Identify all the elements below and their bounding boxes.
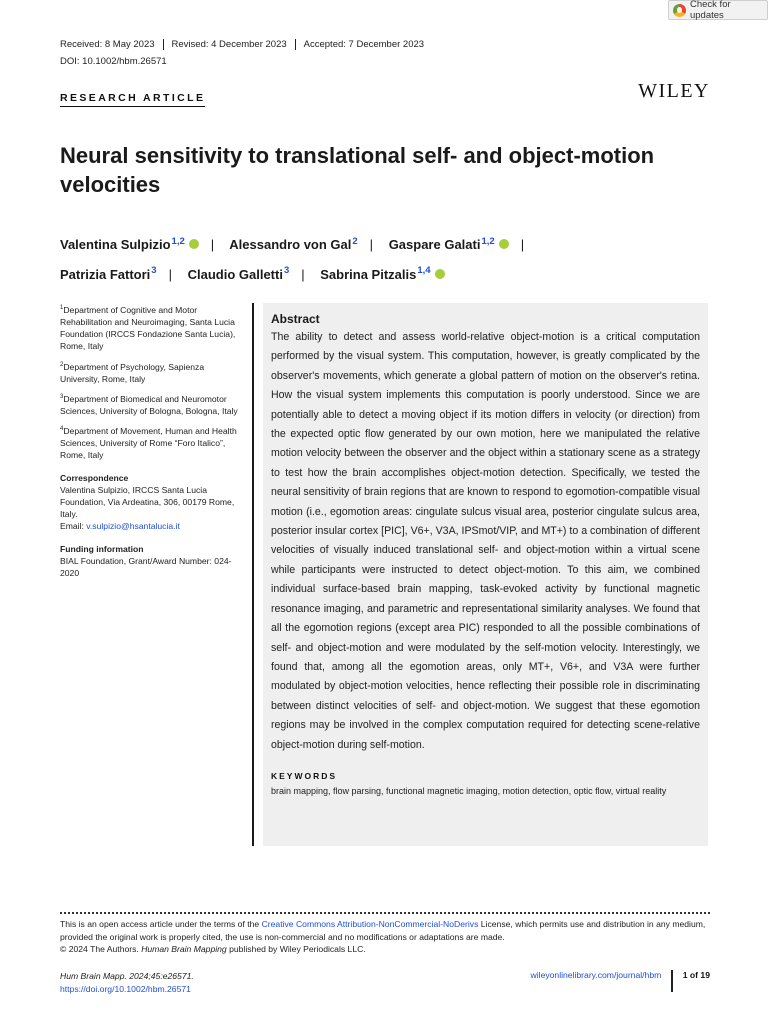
abstract-heading: Abstract xyxy=(271,312,320,326)
author-affiliation-ref: 1,2 xyxy=(481,236,495,247)
author-list: Valentina Sulpizio$^{1,2}$iD | Alessandro von Gal$^2$ | Gaspare Galati$^{1,2}$iD | Patrizia Fattori$^3$ | Claudio Galletti$^3$ | Sabrina Pitzalis$^{1,4}$iD xyxy=(60,229,720,288)
crossmark-icon xyxy=(673,4,686,17)
abstract-box xyxy=(263,303,708,846)
license-statement: This is an open access article under the terms of the Creative Commons Attribution-NonCommercial-NoDerivs License, which permits use and distribution in any medium, provided the original work is properly cited, the use is non-commercial and no modifications or adaptations are made. © 2024 The Authors. Human Brain Mapping published by Wiley Periodicals LLC. xyxy=(60,919,706,955)
author-affiliation-ref: 2 xyxy=(352,236,358,247)
abstract-text: The ability to detect and assess world-relative object-motion is a critical computation performed by the visual system. This computation, however, is greatly complicated by the observer's movements, which generate a global pattern of motion on the observer's retina. How the visual system implements this computation is poorly understood. Since we are potentially able to detect a moving object if its motion differs in velocity (or direction) from the expected optic flow generated by our own motion, here we manipulated the relative motion velocity between the observer and the object within a stationary scene as a strategy to test how the brain accomplishes object-motion detection. Specifically, we tested the neural sensitivity of brain regions that are known to respond to egomotion-compatible visual motion (i.e., egomotion areas: cingulate sulcus visual area, posterior cingulate sulcus area, posterior insular cortex [PIC], V6+, V3A, IPSmot/VIP, and MT+) to a combination of different velocities of visually induced translational self- and object-motion within a virtual scene while participants were instructed to detect object-motion. To this aim, we combined individual surface-based brain mapping, task-evoked activity by functional magnetic resonance imaging, and parametric and representational similarity analyses. We found that all the egomotion regions (except area PIC) responded to all the possible combinations of self- and object-motion and were modulated by the self-motion velocity. Interestingly, we found that, among all the egomotion areas, only MT+, V6+, and V3A were further modulated by object-motion velocities, hence reflecting their possible role in discriminating between distinct velocities of self- and object-motion. We suggest that these egomotion regions may be involved in the complex computation required for detecting scene-relative object-motion during self-motion. xyxy=(271,331,700,751)
footer-citation xyxy=(60,970,194,995)
check-for-updates-label: Check for updates xyxy=(689,0,731,21)
page-number: 1 of 19 xyxy=(682,970,710,980)
author-affiliation-ref: 3 xyxy=(151,265,157,277)
doi-link[interactable]: https://doi.org/10.1002/hbm.26571 xyxy=(60,983,191,994)
journal-site-link[interactable]: wileyonlinelibrary.com/journal/hbm xyxy=(530,970,662,980)
accepted-date: Accepted: 7 December 2023 xyxy=(295,39,432,50)
author-affiliation-ref: 1,4 xyxy=(417,265,431,277)
correspondence-heading: Correspondence xyxy=(60,472,129,483)
citation-text: Hum Brain Mapp. 2024;45:e26571. xyxy=(60,971,194,981)
revised-date: Revised: 4 December 2023 xyxy=(163,39,295,50)
publisher-logo: WILEY xyxy=(638,80,710,102)
correspondence-text: Valentina Sulpizio, IRCCS Santa Lucia Foundation, Via Ardeatina, 306, 00179 Rome, Italy. xyxy=(60,484,235,520)
author[interactable]: Alessandro von Gal$^2$ xyxy=(229,236,358,253)
funding-heading: Funding information xyxy=(60,543,144,554)
orcid-icon[interactable] xyxy=(189,239,199,249)
keywords-heading: KEYWORDS xyxy=(271,770,338,781)
affiliation: $^2$Department of Psychology, Sapienza University, Rome, Italy xyxy=(60,361,205,384)
author[interactable]: Claudio Galletti$^3$ xyxy=(187,265,290,282)
license-divider xyxy=(60,912,710,914)
keywords-text: brain mapping, flow parsing, functional magnetic imaging, motion detection, optic flow, virtual reality xyxy=(271,785,667,796)
author-affiliation-ref: 3 xyxy=(283,265,290,277)
received-date: Received: 8 May 2023 xyxy=(60,39,155,50)
author[interactable]: Gaspare Galati$^{1,2}$iD xyxy=(389,237,509,252)
footer-right xyxy=(531,970,710,992)
affiliation: $^3$Department of Biomedical and Neuromotor Sciences, University of Bologna, Bologna, Italy xyxy=(60,393,238,416)
affiliation: $^4$Department of Movement, Human and Health Sciences, University of Rome “Foro Italico”, Rome, Italy xyxy=(60,426,237,461)
orcid-icon[interactable] xyxy=(499,239,509,249)
article-info-sidebar xyxy=(60,302,245,579)
author[interactable]: Sabrina Pitzalis$^{1,4}$iD xyxy=(320,267,444,282)
license-link[interactable]: Creative Commons Attribution-NonCommercial-NoDerivs xyxy=(261,919,479,929)
orcid-icon[interactable] xyxy=(435,269,445,279)
correspondence-email: Email: v.sulpizio@hsantalucia.it xyxy=(60,521,180,532)
affiliation: $^1$Department of Cognitive and Motor Rehabilitation and Neuroimaging, Santa Lucia Foundation (IRCCS Fondazione Santa Lucia), Rome, Italy xyxy=(60,304,236,352)
author-affiliation-ref: 1,2 xyxy=(171,236,185,247)
doi-header: DOI: 10.1002/hbm.26571 xyxy=(60,56,167,67)
article-title: Neural sensitivity to translational self- and object-motion velocities xyxy=(60,143,655,197)
article-dates xyxy=(60,39,432,50)
abstract-divider xyxy=(252,303,254,846)
check-for-updates-button[interactable] xyxy=(668,0,768,20)
email-link[interactable]: v.sulpizio@hsantalucia.it xyxy=(86,521,180,532)
funding-text: BIAL Foundation, Grant/Award Number: 024-2020 xyxy=(60,555,232,579)
author[interactable]: Valentina Sulpizio$^{1,2}$iD xyxy=(60,237,199,252)
footer-divider xyxy=(671,970,673,992)
author[interactable]: Patrizia Fattori$^3$ xyxy=(60,265,157,282)
section-label: RESEARCH ARTICLE xyxy=(60,92,205,107)
